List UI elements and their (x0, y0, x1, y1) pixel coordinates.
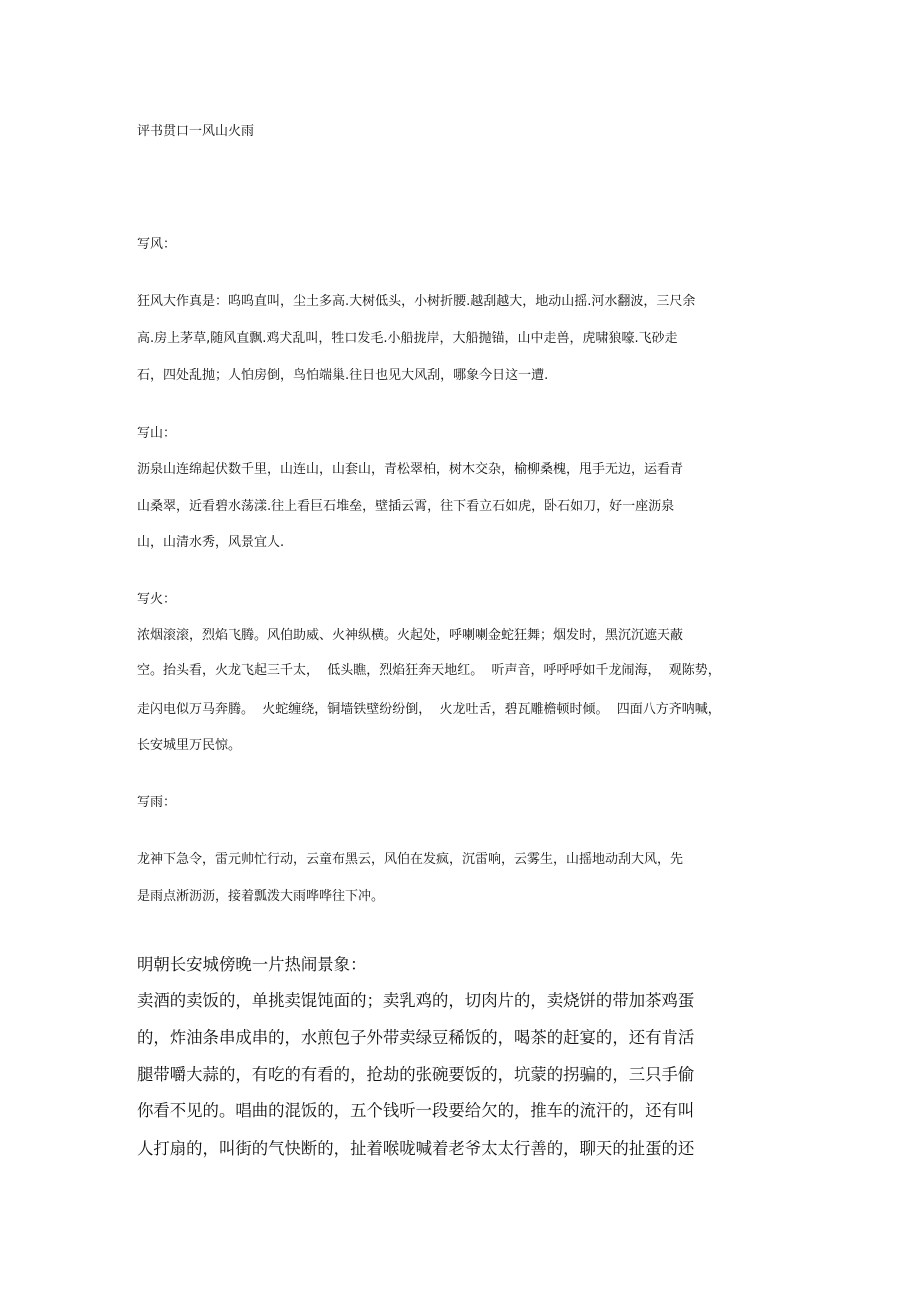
fire-line: 空。抬头看，火龙飞起三千太， 低头瞧，烈焰狂奔天地红。 听声音，呼呼呼如千龙闹海， 观陈势， (137, 663, 721, 678)
fire-line: 长安城里万民惊。 (137, 738, 242, 753)
changan-line: 你看不见的。唱曲的混饭的，五个钱听一段要给欠的，推车的流汗的，还有叫 (137, 1101, 695, 1120)
fire-heading: 写火： (137, 592, 177, 607)
changan-line: 人打扇的，叫街的气快断的，扯着喉咙喊着老爷太太行善的，聊天的扯蛋的还 (137, 1139, 695, 1158)
mountain-heading: 写山： (137, 426, 177, 441)
document-title: 评书贯口一风山火雨 (137, 124, 255, 139)
fire-line: 走闪电似万马奔腾。 火蛇缠绕，铜墙铁壁纷纷倒， 火龙吐舌，碧瓦雕檐顿时倾。 四面八方齐呐喊， (137, 702, 721, 717)
wind-line: 狂风大作真是：呜呜直叫，尘土多高.大树低头，小树折腰.越刮越大，地动山摇.河水翻波，三尺余 (137, 294, 696, 309)
changan-line: 的，炸油条串成串的，水煎包子外带卖绿豆稀饭的，喝茶的赶宴的，还有肯活 (137, 1028, 695, 1047)
fire-line: 浓烟滚滚，烈焰飞腾。风伯助威、火神纵横。火起处，呼喇喇金蛇狂舞；烟发时，黑沉沉遮天蔽 (137, 628, 684, 643)
changan-line: 腿带嚼大蒜的，有吃的有看的，抢劫的张碗要饭的，坑蒙的拐骗的，三只手偷 (137, 1065, 695, 1084)
rain-line: 龙神下急令，雷元帅忙行动，云童布黑云，风伯在发疯，沉雷响，云雾生，山摇地动刮大风，先 (137, 852, 684, 867)
wind-heading: 写风： (137, 237, 177, 252)
mountain-line: 山桑翠，近看碧水荡漾.往上看巨石堆垒，壁插云霄，往下看立石如虎，卧石如刀，好一座沥泉 (137, 499, 675, 514)
mountain-line: 山，山清水秀，风景宜人. (137, 535, 285, 550)
mountain-line: 沥泉山连绵起伏数千里，山连山，山套山，青松翠柏，树木交杂，榆柳桑槐，甩手无边，运看青 (137, 462, 684, 477)
rain-line: 是雨点淅沥沥，接着瓢泼大雨哗哗往下冲。 (137, 889, 385, 904)
changan-heading: 明朝长安城傍晚一片热闹景象： (137, 955, 367, 974)
rain-heading: 写雨： (137, 795, 177, 810)
wind-line: 高.房上茅草,随风直飘.鸡犬乱叫，牲口发毛.小船拢岸，大船抛锚，山中走兽，虎啸狼嚎.飞砂走 (137, 331, 678, 346)
wind-line: 石，四处乱抛；人怕房倒，鸟怕端巢.往日也见大风刮，哪象今日这一遭. (137, 368, 549, 383)
changan-line: 卖酒的卖饭的，单挑卖馄饨面的；卖乳鸡的，切肉片的，卖烧饼的带加茶鸡蛋 (137, 991, 695, 1010)
